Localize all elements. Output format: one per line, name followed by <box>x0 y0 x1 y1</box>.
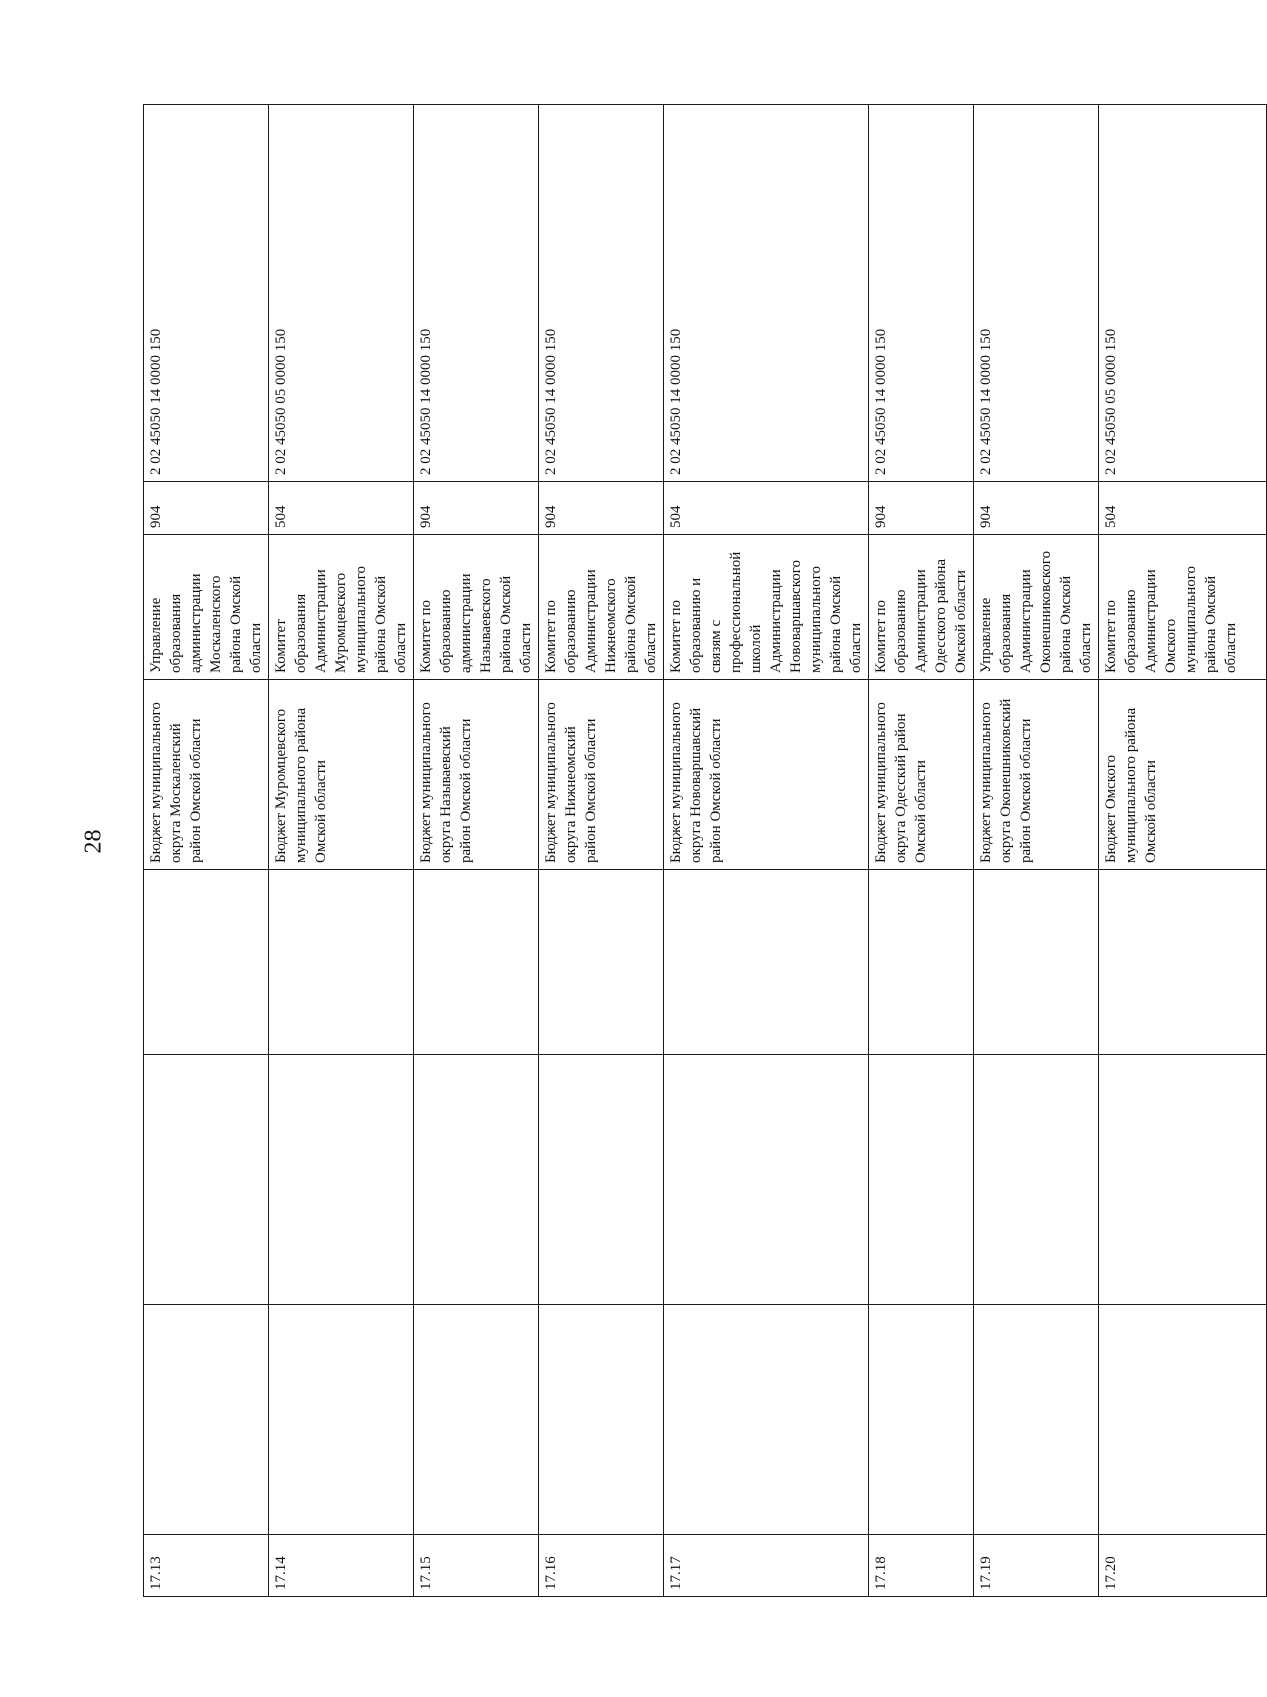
empty-cell <box>269 870 414 1055</box>
grbs-cell <box>269 482 414 535</box>
row-number: 17.14 <box>273 1556 289 1590</box>
budget-name: Бюджет муниципального округа Называевский район Омской области <box>418 702 474 863</box>
kbk-code: 2 02 45050 14 0000 150 <box>543 328 559 475</box>
empty-cell <box>974 1305 1099 1535</box>
table-row <box>539 105 664 1597</box>
empty-cell <box>539 870 664 1055</box>
grbs-cell <box>414 482 539 535</box>
kbk-cell <box>1099 105 1267 482</box>
kbk-code: 2 02 45050 05 0000 150 <box>273 328 289 475</box>
row-number-cell <box>664 1535 869 1597</box>
grbs-code: 904 <box>873 505 889 528</box>
empty-cell <box>869 1055 974 1305</box>
table-row <box>269 105 414 1597</box>
page-number: 28 <box>80 829 107 854</box>
kbk-cell <box>144 105 269 482</box>
kbk-cell <box>869 105 974 482</box>
empty-cell <box>1099 1305 1267 1535</box>
empty-cell <box>974 1055 1099 1305</box>
kbk-cell <box>664 105 869 482</box>
row-number-cell <box>269 1535 414 1597</box>
budget-cell <box>869 680 974 870</box>
administrator-name: Комитет по образованию Администрации Нижнеомского района Омской области <box>543 569 659 673</box>
budget-name: Бюджет муниципального округа Москаленский район Омской области <box>148 702 204 863</box>
empty-cell <box>664 870 869 1055</box>
admin-cell <box>869 535 974 680</box>
grbs-code: 504 <box>273 505 289 528</box>
row-number: 17.18 <box>873 1556 889 1590</box>
kbk-code: 2 02 45050 14 0000 150 <box>148 328 164 475</box>
budget-name: Бюджет Муромцевского муниципального района Омской области <box>273 707 329 863</box>
table-row <box>869 105 974 1597</box>
row-number: 17.17 <box>668 1556 684 1590</box>
admin-cell <box>664 535 869 680</box>
kbk-code: 2 02 45050 05 0000 150 <box>1103 328 1119 475</box>
admin-cell <box>414 535 539 680</box>
row-number-cell <box>1099 1535 1267 1597</box>
table-row <box>414 105 539 1597</box>
grbs-cell <box>144 482 269 535</box>
kbk-cell <box>539 105 664 482</box>
grbs-cell <box>664 482 869 535</box>
empty-cell <box>414 1055 539 1305</box>
budget-cell <box>664 680 869 870</box>
table-row <box>664 105 869 1597</box>
budget-cell <box>269 680 414 870</box>
grbs-code: 904 <box>543 505 559 528</box>
empty-cell <box>1099 870 1267 1055</box>
grbs-cell <box>974 482 1099 535</box>
data-table <box>143 104 1267 1597</box>
row-number-cell <box>539 1535 664 1597</box>
administrator-name: Комитет по образованию администрации Называевского района Омской области <box>418 573 534 673</box>
kbk-code: 2 02 45050 14 0000 150 <box>668 328 684 475</box>
budget-cell <box>974 680 1099 870</box>
kbk-code: 2 02 45050 14 0000 150 <box>978 328 994 475</box>
admin-cell <box>1099 535 1267 680</box>
admin-cell <box>539 535 664 680</box>
empty-cell <box>269 1305 414 1535</box>
grbs-code: 904 <box>148 505 164 528</box>
administrator-name: Комитет по образованию Администрации Одесского района Омской области <box>873 558 969 673</box>
admin-cell <box>269 535 414 680</box>
budget-name: Бюджет муниципального округа Оконешниковский район Омской области <box>978 698 1034 863</box>
table-row <box>144 105 269 1597</box>
empty-cell <box>1099 1055 1267 1305</box>
empty-cell <box>144 1305 269 1535</box>
empty-cell <box>414 1305 539 1535</box>
budget-cell <box>539 680 664 870</box>
budget-name: Бюджет муниципального округа Одесский район Омской области <box>873 702 929 863</box>
kbk-cell <box>414 105 539 482</box>
row-number: 17.20 <box>1103 1556 1119 1590</box>
row-number: 17.16 <box>543 1556 559 1590</box>
empty-cell <box>664 1305 869 1535</box>
rotated-table-wrapper <box>143 105 1239 1597</box>
empty-cell <box>539 1055 664 1305</box>
row-number-cell <box>974 1535 1099 1597</box>
grbs-code: 904 <box>978 505 994 528</box>
row-number: 17.19 <box>978 1556 994 1590</box>
empty-cell <box>869 1305 974 1535</box>
budget-cell <box>414 680 539 870</box>
administrator-name: Комитет образования Администрации Муромцевского муниципального района Омской области <box>273 565 409 673</box>
row-number: 17.15 <box>418 1556 434 1590</box>
administrator-name: Комитет по образованию Администрации Омского муниципального района Омской области <box>1103 565 1239 673</box>
budget-name: Бюджет муниципального округа Нижнеомский район Омской области <box>543 702 599 863</box>
administrator-name: Комитет по образованию и связям с профессиональной школой Администрации Нововаршавского муниципального района Омской области <box>668 551 864 673</box>
admin-cell <box>144 535 269 680</box>
empty-cell <box>664 1055 869 1305</box>
row-number: 17.13 <box>148 1556 164 1590</box>
grbs-code: 904 <box>418 505 434 528</box>
grbs-code: 504 <box>1103 505 1119 528</box>
table-row <box>974 105 1099 1597</box>
budget-name: Бюджет Омского муниципального района Омской области <box>1103 707 1159 863</box>
row-number-cell <box>869 1535 974 1597</box>
empty-cell <box>974 870 1099 1055</box>
grbs-cell <box>1099 482 1267 535</box>
empty-cell <box>144 1055 269 1305</box>
empty-cell <box>869 870 974 1055</box>
empty-cell <box>539 1305 664 1535</box>
kbk-code: 2 02 45050 14 0000 150 <box>873 328 889 475</box>
table-row <box>1099 105 1267 1597</box>
budget-cell <box>1099 680 1267 870</box>
kbk-cell <box>269 105 414 482</box>
grbs-code: 504 <box>668 505 684 528</box>
administrator-name: Управление образования Администрации Оконешниковского района Омской области <box>978 550 1094 673</box>
empty-cell <box>144 870 269 1055</box>
budget-cell <box>144 680 269 870</box>
admin-cell <box>974 535 1099 680</box>
administrator-name: Управление образования администрации Москаленского района Омской области <box>148 573 264 673</box>
row-number-cell <box>414 1535 539 1597</box>
kbk-cell <box>974 105 1099 482</box>
empty-cell <box>414 870 539 1055</box>
grbs-cell <box>539 482 664 535</box>
budget-name: Бюджет муниципального округа Нововаршавский район Омской области <box>668 702 724 863</box>
grbs-cell <box>869 482 974 535</box>
kbk-code: 2 02 45050 14 0000 150 <box>418 328 434 475</box>
empty-cell <box>269 1055 414 1305</box>
row-number-cell <box>144 1535 269 1597</box>
